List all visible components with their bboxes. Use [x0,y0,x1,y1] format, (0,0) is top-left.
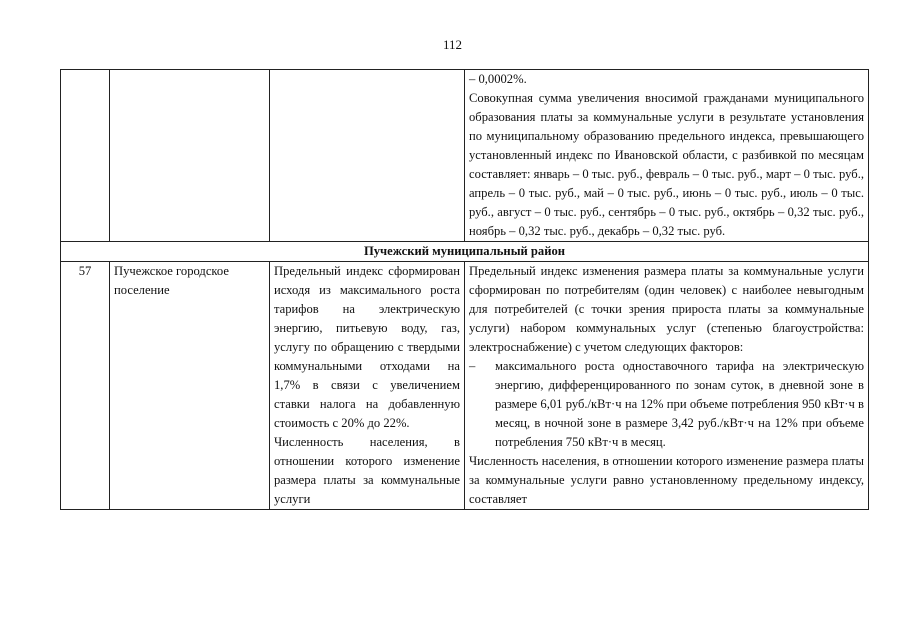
text-total-increase: Совокупная сумма увеличения вносимой гражданами муниципального образования платы за коммунальные услуги в результате установления по муниципальному образованию предельного индекса, превышающего установленный индекс по Ивановской области, с разбивкой по месяцам составляет: январь – 0 тыс. руб., февраль – 0 тыс. руб., март – 0 тыс. руб., апрель – 0 тыс. руб., май – 0 тыс. руб., июнь – 0 тыс. руб., июль – 0 тыс. руб., август – 0 тыс. руб., сентябрь – 0 тыс. руб., октябрь – 0,32 тыс. руб., ноябрь – 0,32 тыс. руб., декабрь – 0,32 тыс. руб. [469,91,864,238]
population-tail-text: Численность населения, в отношении которого изменение размера платы за коммунальные услуги равно установленному предельному индексу, составляет [469,454,864,506]
cell-calculation-continued [465,70,869,242]
index-intro-text: Предельный индекс изменения размера платы за коммунальные услуги сформирован по потребителям (один человек) с наиболее невыгодным для потребителей (с точки зрения прироста платы за коммунальные услуги) набором коммунальных услуг (степенью благоустройства: электроснабжение) с учетом следующих факторов: [469,264,864,354]
factor-item: – максимального роста одноставочного тарифа на электрическую энергию, дифференцированного по зонам суток, в дневной зоне в размере 6,01 руб./кВт·ч на 12% при объеме потребления 950 кВт·ч в месяц, в ночной зоне в размере 3,42 руб./кВт·ч на 12% при объеме потребления 750 кВт·ч в месяц. [469,357,864,452]
section-heading-row [61,242,869,262]
index-basis-text: Предельный индекс сформирован исходя из максимального роста тарифов на электрическую энергию, питьевую воду, газ, услугу по обращению с твердыми коммунальными отходами на 1,7% в связи с увеличением ставки налога на добавленную стоимость с 20% до 22%. [274,264,460,430]
row-number: 57 [61,262,110,510]
text-line-percent: – 0,0002%. [469,72,527,86]
table-row-57 [61,262,869,510]
cell-number-empty [61,70,110,242]
municipality-name: Пучежское городское поселение [110,262,270,510]
population-text: Численность населения, в отношении которого изменение размера платы за коммунальные услуги [274,435,460,506]
cell-name-empty [110,70,270,242]
page-number: 112 [442,37,463,52]
document-table [60,69,869,510]
table-row-continuation [61,70,869,242]
section-heading: Пучежский муниципальный район [61,242,869,262]
cell-description-empty [270,70,465,242]
cell-index-calculation [465,262,869,510]
factors-list [469,357,864,452]
cell-index-basis [270,262,465,510]
